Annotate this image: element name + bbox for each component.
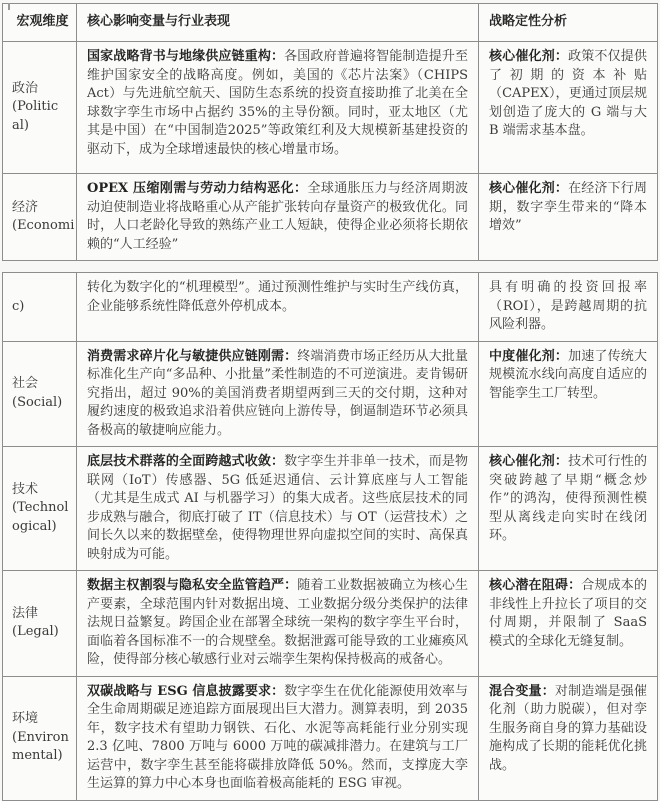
dimension-cell-environmental (3, 677, 76, 800)
table-row-social (3, 341, 657, 447)
factors-cell-economic (76, 174, 479, 260)
factor-body: 转化为数字化的“机理模型”。通过预测性维护与实时生产线仿真，企业能够系统性降低意外停机成本。 (87, 280, 468, 314)
dimension-label-en: (Environ (12, 729, 69, 745)
factor-body: 各国政府普遍将智能制造提升至维护国家安全的战略高度。例如，美国的《芯片法案》（CHIPS Act）与先进航空航天、国防生态系统的投资直接助推了北美在全球数字孪生市场中占据约 35%的主导份额。同时，亚太地区（尤其是中国）在“中国制造2025”等政策红利及大规模新基建投资的驱动下，成为全球增速最快的核心增量市场。 (87, 49, 468, 157)
dimension-cell-legal (3, 571, 76, 676)
dimension-label-en: al) (12, 117, 29, 133)
factor-body: 全球通胀压力与经济周期波动迫使制造业将战略重心从产能扩张转向存量资产的极致优化。同时，人口老龄化导致的熟练产业工人短缺，使得企业必须将长期依赖的“人工经验” (87, 181, 468, 252)
page-edge-fragment (8, 3, 10, 10)
dimension-label-en: mental) (12, 748, 63, 764)
pestel-table-segment-1 (2, 3, 658, 261)
table-row-economic (3, 173, 657, 260)
analysis-body: 对制造端是强催化剂（助力脱碳），但对孪生服务商自身的算力基础设施构成了长期的能耗优化挑战。 (489, 683, 647, 773)
dimension-cell-social (3, 342, 76, 447)
factor-body: 数字孪生并非单一技术，而是物联网（IoT）传感器、5G 低延迟通信、云计算底座与人工智能（尤其是生成式 AI 与机器学习）的集大成者。这些底层技术的同步成熟与融合，彻底打破了 IT（信息技术）与 OT（运营技术）之间长久以来的数据壁垒，使得物理世界向虚拟空间的实时、高保真映射成为可能。 (87, 454, 468, 562)
factors-cell-environmental (76, 677, 479, 800)
factor-lead: 数据主权割裂与隐私安全监管趋严： (87, 578, 298, 593)
dimension-cell-economic (3, 174, 76, 260)
analysis-body: 政策不仅提供了初期的资本补贴（CAPEX），更通过顶层规划创造了庞大的 G 端与大 B 端需求基本盘。 (489, 49, 647, 138)
dimension-label-en: c) (12, 298, 25, 314)
table-row-technological (3, 446, 657, 570)
analysis-body: 合规成本的非线性上升拉长了项目的交付周期，并限制了 SaaS 模式的全球化无缝复制。 (489, 578, 647, 649)
header-cell-factors: 核心影响变量与行业表现 (76, 4, 479, 41)
dimension-label-en: ogical) (12, 518, 57, 534)
factors-cell-legal (76, 571, 479, 676)
table-row-political (3, 41, 657, 173)
analysis-cell-political (479, 42, 657, 173)
dimension-cell-political (3, 42, 76, 173)
factors-cell-economic-continued (76, 273, 479, 341)
pestel-table-segment-2 (2, 272, 658, 801)
analysis-cell-social (479, 342, 657, 447)
analysis-cell-environmental (479, 677, 657, 800)
header-cell-dimension: 宏观维度 (16, 14, 69, 30)
analysis-lead: 混合变量： (489, 683, 555, 699)
dimension-label-en: (Social) (12, 394, 63, 410)
table-row-environmental (3, 676, 657, 800)
dimension-cell-economic-continued (3, 273, 76, 341)
factor-lead: 双碳战略与 ESG 信息披露要求： (87, 683, 285, 699)
analysis-lead: 核心潜在阻碍： (489, 578, 582, 593)
dimension-cell-technological (3, 447, 76, 570)
dimension-label-en: (Politic (12, 99, 59, 115)
dimension-label: 环境 (12, 711, 39, 727)
header-cell-analysis: 战略定性分析 (489, 14, 568, 30)
analysis-lead: 核心催化剂： (489, 49, 569, 64)
analysis-cell-legal (479, 571, 657, 676)
analysis-lead: 核心催化剂： (489, 181, 569, 196)
analysis-body: 在经济下行周期，数字孪生带来的“降本增效” (489, 181, 647, 233)
factor-body: 终端消费市场正经历从大批量标准化生产向“多品种、小批量”柔性制造的不可逆演进。麦肯锡研究指出，超过 90%的美国消费者期望两到三天的交付期，这种对履约速度的极致追求沿着供应链向上游传导，倒逼制造环节必须具备极高的敏捷响应能力。 (87, 348, 468, 438)
factor-body: 随着工业数据被确立为核心生产要素，全球范围内针对数据出境、工业数据分级分类保护的法律法规日益繁复。跨国企业在部署全球统一架构的数字孪生平台时，面临着各国标准不一的合规壁垒。数据泄露可能导致的工业瘫痪风险，使得部分核心敏感行业对云端孪生架构保持极高的戒备心。 (87, 578, 468, 667)
analysis-body: 具有明确的投资回报率（ROI），是跨越周期的抗风险利器。 (489, 280, 647, 332)
dimension-label-en: (Technol (12, 500, 69, 516)
analysis-body: 技术可行性的突破跨越了早期“概念炒作”的鸿沟，使得预测性模型从离线走向实时在线闭环。 (489, 454, 647, 543)
dimension-label: 法律 (12, 605, 39, 621)
analysis-cell-economic (479, 174, 657, 260)
factor-lead: OPEX 压缩刚需与劳动力结构恶化： (87, 181, 308, 196)
factor-body: 数字孪生在优化能源使用效率与全生命周期碳足迹追踪方面展现出巨大潜力。测算表明，到 2035 年，数字技术有望助力钢铁、石化、水泥等高耗能行业分别实现 2.3 亿吨、7800 万吨与 6000 万吨的碳减排潜力。在建筑与工厂运营中，数字孪生甚至能将碳排放降低 50%。然而，支撑庞大孪生运算的算力中心本身也面临着极高能耗的 ESG 审视。 (87, 683, 468, 791)
dimension-label: 经济 (12, 199, 39, 215)
factors-cell-technological (76, 447, 479, 570)
factor-lead: 国家战略背书与地缘供应链重构： (87, 49, 285, 64)
table-row-legal (3, 570, 657, 676)
factors-cell-political (76, 42, 479, 173)
page-break-gap (0, 261, 660, 272)
dimension-label: 技术 (12, 481, 39, 497)
dimension-label: 社会 (12, 376, 39, 392)
factors-cell-social (76, 342, 479, 447)
dimension-label-en: (Legal) (12, 624, 59, 640)
analysis-lead: 中度催化剂： (489, 348, 569, 364)
analysis-body: 加速了传统大规模流水线向高度自适应的智能孪生工厂转型。 (489, 348, 647, 401)
factor-lead: 底层技术群落的全面跨越式收敛： (87, 454, 285, 469)
analysis-cell-technological (479, 447, 657, 570)
factor-lead: 消费需求碎片化与敏捷供应链刚需： (87, 348, 298, 364)
analysis-cell-economic-continued (479, 273, 657, 341)
dimension-label: 政治 (12, 80, 39, 96)
table-row-economic-continued (3, 273, 657, 341)
table-header-row (3, 4, 657, 41)
analysis-lead: 核心催化剂： (489, 454, 569, 469)
dimension-label-en: (Economi (12, 218, 75, 233)
